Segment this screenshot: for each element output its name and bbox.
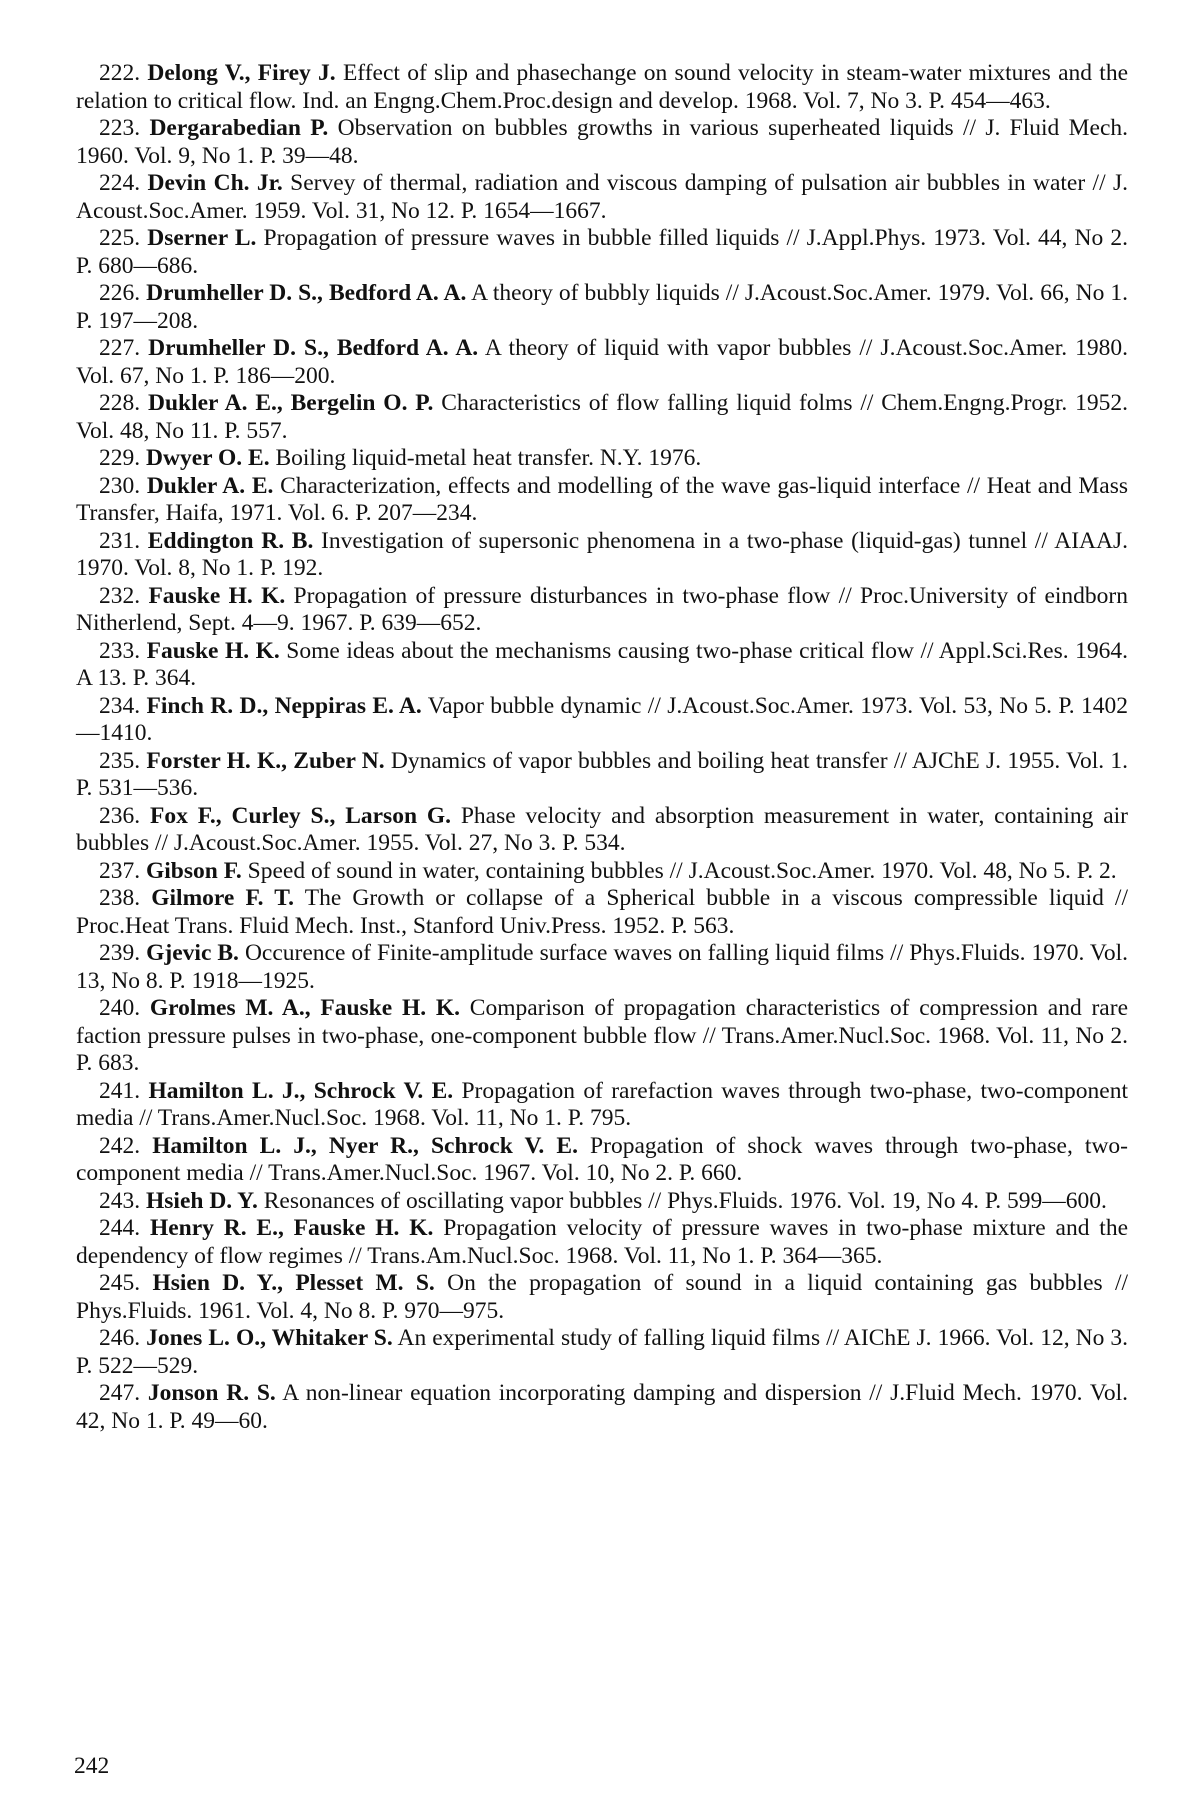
- reference-entry: [76, 473, 1128, 528]
- reference-entry: [76, 1188, 1128, 1216]
- reference-authors: Finch R. D., Neppiras E. A.: [146, 692, 422, 719]
- reference-number: 231.: [99, 527, 141, 554]
- reference-authors: Gilmore F. T.: [151, 885, 295, 911]
- reference-number: 235.: [99, 747, 141, 774]
- reference-number: 222.: [99, 60, 141, 86]
- reference-number: 237.: [99, 857, 141, 884]
- reference-number: 240.: [99, 995, 141, 1021]
- reference-entry: [76, 693, 1128, 748]
- reference-authors: Jonson R. S.: [147, 1380, 276, 1406]
- reference-authors: Dergarabedian P.: [149, 115, 329, 141]
- reference-authors: Hsien D. Y., Plesset M. S.: [152, 1270, 435, 1296]
- reference-number: 244.: [99, 1215, 141, 1241]
- reference-text: Servey of thermal, radiation and viscous damping of pulsation air bubbles in water // J. Acoust.Soc.Amer. 1959. Vol. 31, No 12. P. 1654—1667.: [76, 170, 1128, 224]
- reference-text: An experimental study of falling liquid films // AIChE J. 1966. Vol. 12, No 3. P. 522—529.: [76, 1325, 1129, 1379]
- reference-text: Comparison of propagation characteristics of compression and rare faction pressure pulses in two-phase, one-component bubble flow // Trans.Amer.Nucl.Soc. 1968. Vol. 11, No 2. P. 683.: [76, 995, 1128, 1076]
- reference-text: Occurence of Finite-amplitude surface waves on falling liquid films // Phys.Fluids. 1970. Vol. 13, No 8. P. 1918—1925.: [76, 940, 1129, 994]
- reference-entry: [76, 858, 1128, 886]
- reference-number: 245.: [99, 1270, 141, 1296]
- reference-authors: Hamilton L. J., Schrock V. E.: [148, 1077, 454, 1104]
- reference-authors: Dukler A. E., Bergelin O. P.: [147, 390, 434, 416]
- reference-number: 242.: [99, 1132, 141, 1159]
- reference-text: On the propagation of sound in a liquid containing gas bubbles // Phys.Fluids. 1961. Vol. 4, No 8. P. 970—975.: [76, 1270, 1129, 1324]
- reference-authors: Dwyer O. E.: [146, 445, 270, 471]
- reference-authors: Forster H. K., Zuber N.: [146, 747, 385, 774]
- reference-entry: [76, 60, 1128, 115]
- reference-text: Phase velocity and absorption measurement in water, containing air bubbles // J.Acoust.Soc.Amer. 1955. Vol. 27, No 3. P. 534.: [76, 802, 1129, 856]
- reference-authors: Fox F., Curley S., Larson G.: [149, 802, 452, 829]
- reference-authors: Grolmes M. A., Fauske H. K.: [149, 995, 461, 1021]
- reference-entry: [76, 1133, 1128, 1188]
- reference-number: 241.: [99, 1077, 141, 1104]
- reference-text: Observation on bubbles growths in various superheated liquids // J. Fluid Mech. 1960. Vol. 9, No 1. P. 39—48.: [76, 115, 1129, 169]
- reference-number: 223.: [99, 115, 141, 141]
- page-number: 242: [74, 1753, 110, 1779]
- reference-authors: Devin Ch. Jr.: [147, 170, 283, 196]
- reference-number: 228.: [99, 390, 141, 416]
- reference-text: Investigation of supersonic phenomena in a two-phase (liquid-gas) tunnel // AIAAJ. 1970. Vol. 8, No 1. P. 192.: [76, 527, 1128, 581]
- reference-text: Boiling liquid-metal heat transfer. N.Y. 1976.: [269, 445, 702, 471]
- reference-entry: [76, 280, 1128, 335]
- reference-text: The Growth or collapse of a Spherical bubble in a viscous compressible liquid // Proc.Heat Trans. Fluid Mech. Inst., Stanford Univ.Press. 1952. P. 563.: [76, 885, 1128, 939]
- reference-entry: [76, 335, 1128, 390]
- reference-text: Resonances of oscillating vapor bubbles // Phys.Fluids. 1976. Vol. 19, No 4. P. 599—600.: [257, 1187, 1107, 1214]
- reference-text: Dynamics of vapor bubbles and boiling heat transfer // AJChE J. 1955. Vol. 1. P. 531—536.: [76, 747, 1128, 801]
- reference-text: Vapor bubble dynamic // J.Acoust.Soc.Amer. 1973. Vol. 53, No 5. P. 1402—1410.: [76, 692, 1129, 746]
- reference-authors: Henry R. E., Fauske H. K.: [149, 1215, 434, 1241]
- reference-authors: Dserner L.: [147, 225, 257, 251]
- reference-number: 243.: [99, 1187, 141, 1214]
- reference-entry: [76, 115, 1128, 170]
- reference-text: Propagation of shock waves through two-phase, two-component media // Trans.Amer.Nucl.Soc. 1967. Vol. 10, No 2. P. 660.: [76, 1132, 1128, 1186]
- reference-entry: [76, 1078, 1128, 1133]
- reference-authors: Drumheller D. S., Bedford A. A.: [146, 280, 467, 306]
- reference-number: 239.: [99, 940, 141, 966]
- reference-entry: [76, 1380, 1128, 1435]
- reference-entry: [76, 1270, 1128, 1325]
- reference-authors: Dukler A. E.: [146, 472, 274, 499]
- reference-entry: [76, 225, 1128, 280]
- reference-authors: Jones L. O., Whitaker S.: [146, 1325, 393, 1351]
- reference-text: Effect of slip and phasechange on sound velocity in steam-water mixtures and the relation to critical flow. Ind. an Engng.Chem.Proc.design and develop. 1968. Vol. 7, No 3. P. 454—463.: [76, 60, 1129, 114]
- reference-text: A non-linear equation incorporating damping and dispersion // J.Fluid Mech. 1970. Vol. 42, No 1. P. 49—60.: [76, 1380, 1129, 1434]
- reference-entry: [76, 445, 1128, 473]
- reference-number: 227.: [99, 335, 141, 361]
- reference-text: Propagation velocity of pressure waves in two-phase mixture and the dependency of flow regimes // Trans.Am.Nucl.Soc. 1968. Vol. 11, No 1. P. 364—365.: [76, 1215, 1129, 1269]
- reference-number: 234.: [99, 692, 141, 719]
- reference-number: 229.: [99, 445, 141, 471]
- reference-number: 232.: [99, 582, 141, 609]
- reference-number: 230.: [99, 472, 141, 499]
- reference-entry: [76, 390, 1128, 445]
- reference-text: Propagation of pressure disturbances in two-phase flow // Proc.University of eindborn Nitherlend, Sept. 4—9. 1967. P. 639—652.: [76, 582, 1128, 636]
- reference-text: Propagation of rarefaction waves through two-phase, two-component media // Trans.Amer.Nucl.Soc. 1968. Vol. 11, No 1. P. 795.: [76, 1077, 1128, 1131]
- reference-text: A theory of liquid with vapor bubbles // J.Acoust.Soc.Amer. 1980. Vol. 67, No 1. P. 186—200.: [76, 335, 1128, 389]
- reference-text: Propagation of pressure waves in bubble filled liquids // J.Appl.Phys. 1973. Vol. 44, No 2. P. 680—686.: [76, 225, 1128, 279]
- reference-authors: Fauske H. K.: [146, 637, 280, 664]
- reference-authors: Gjevic B.: [146, 940, 239, 966]
- reference-entry: [76, 940, 1128, 995]
- reference-entry: [76, 885, 1128, 940]
- reference-entry: [76, 1215, 1128, 1270]
- reference-text: Speed of sound in water, containing bubbles // J.Acoust.Soc.Amer. 1970. Vol. 48, No 5. P. 2.: [241, 857, 1117, 884]
- reference-authors: Hsieh D. Y.: [146, 1187, 258, 1214]
- reference-authors: Hamilton L. J., Nyer R., Schrock V. E.: [152, 1132, 578, 1159]
- reference-text: Characteristics of flow falling liquid folms // Chem.Engng.Progr. 1952. Vol. 48, No 11. P. 557.: [76, 390, 1129, 444]
- reference-number: 226.: [99, 280, 141, 306]
- reference-number: 246.: [99, 1325, 141, 1351]
- reference-number: 224.: [99, 170, 141, 196]
- reference-number: 236.: [99, 802, 141, 829]
- reference-authors: Gibson F.: [146, 857, 242, 884]
- reference-entry: [76, 583, 1128, 638]
- reference-number: 233.: [99, 637, 141, 664]
- reference-text: A theory of bubbly liquids // J.Acoust.Soc.Amer. 1979. Vol. 66, No 1. P. 197—208.: [76, 280, 1128, 334]
- reference-entry: [76, 1325, 1128, 1380]
- reference-entry: [76, 995, 1128, 1078]
- reference-authors: Fauske H. K.: [148, 582, 286, 609]
- reference-entry: [76, 803, 1128, 858]
- reference-authors: Drumheller D. S., Bedford A. A.: [148, 335, 479, 361]
- reference-entry: [76, 638, 1128, 693]
- reference-page: [76, 60, 1128, 1435]
- reference-entry: [76, 170, 1128, 225]
- reference-entry: [76, 528, 1128, 583]
- reference-text: Some ideas about the mechanisms causing two-phase critical flow // Appl.Sci.Res. 1964. A 13. P. 364.: [76, 637, 1129, 691]
- reference-list: [76, 60, 1128, 1435]
- reference-text: Characterization, effects and modelling of the wave gas-liquid interface // Heat and Mass Transfer, Haifa, 1971. Vol. 6. P. 207—234.: [76, 472, 1129, 526]
- reference-number: 225.: [99, 225, 141, 251]
- reference-number: 247.: [99, 1380, 141, 1406]
- reference-authors: Eddington R. B.: [147, 527, 314, 554]
- reference-number: 238.: [99, 885, 141, 911]
- reference-authors: Delong V., Firey J.: [147, 60, 336, 86]
- reference-entry: [76, 748, 1128, 803]
